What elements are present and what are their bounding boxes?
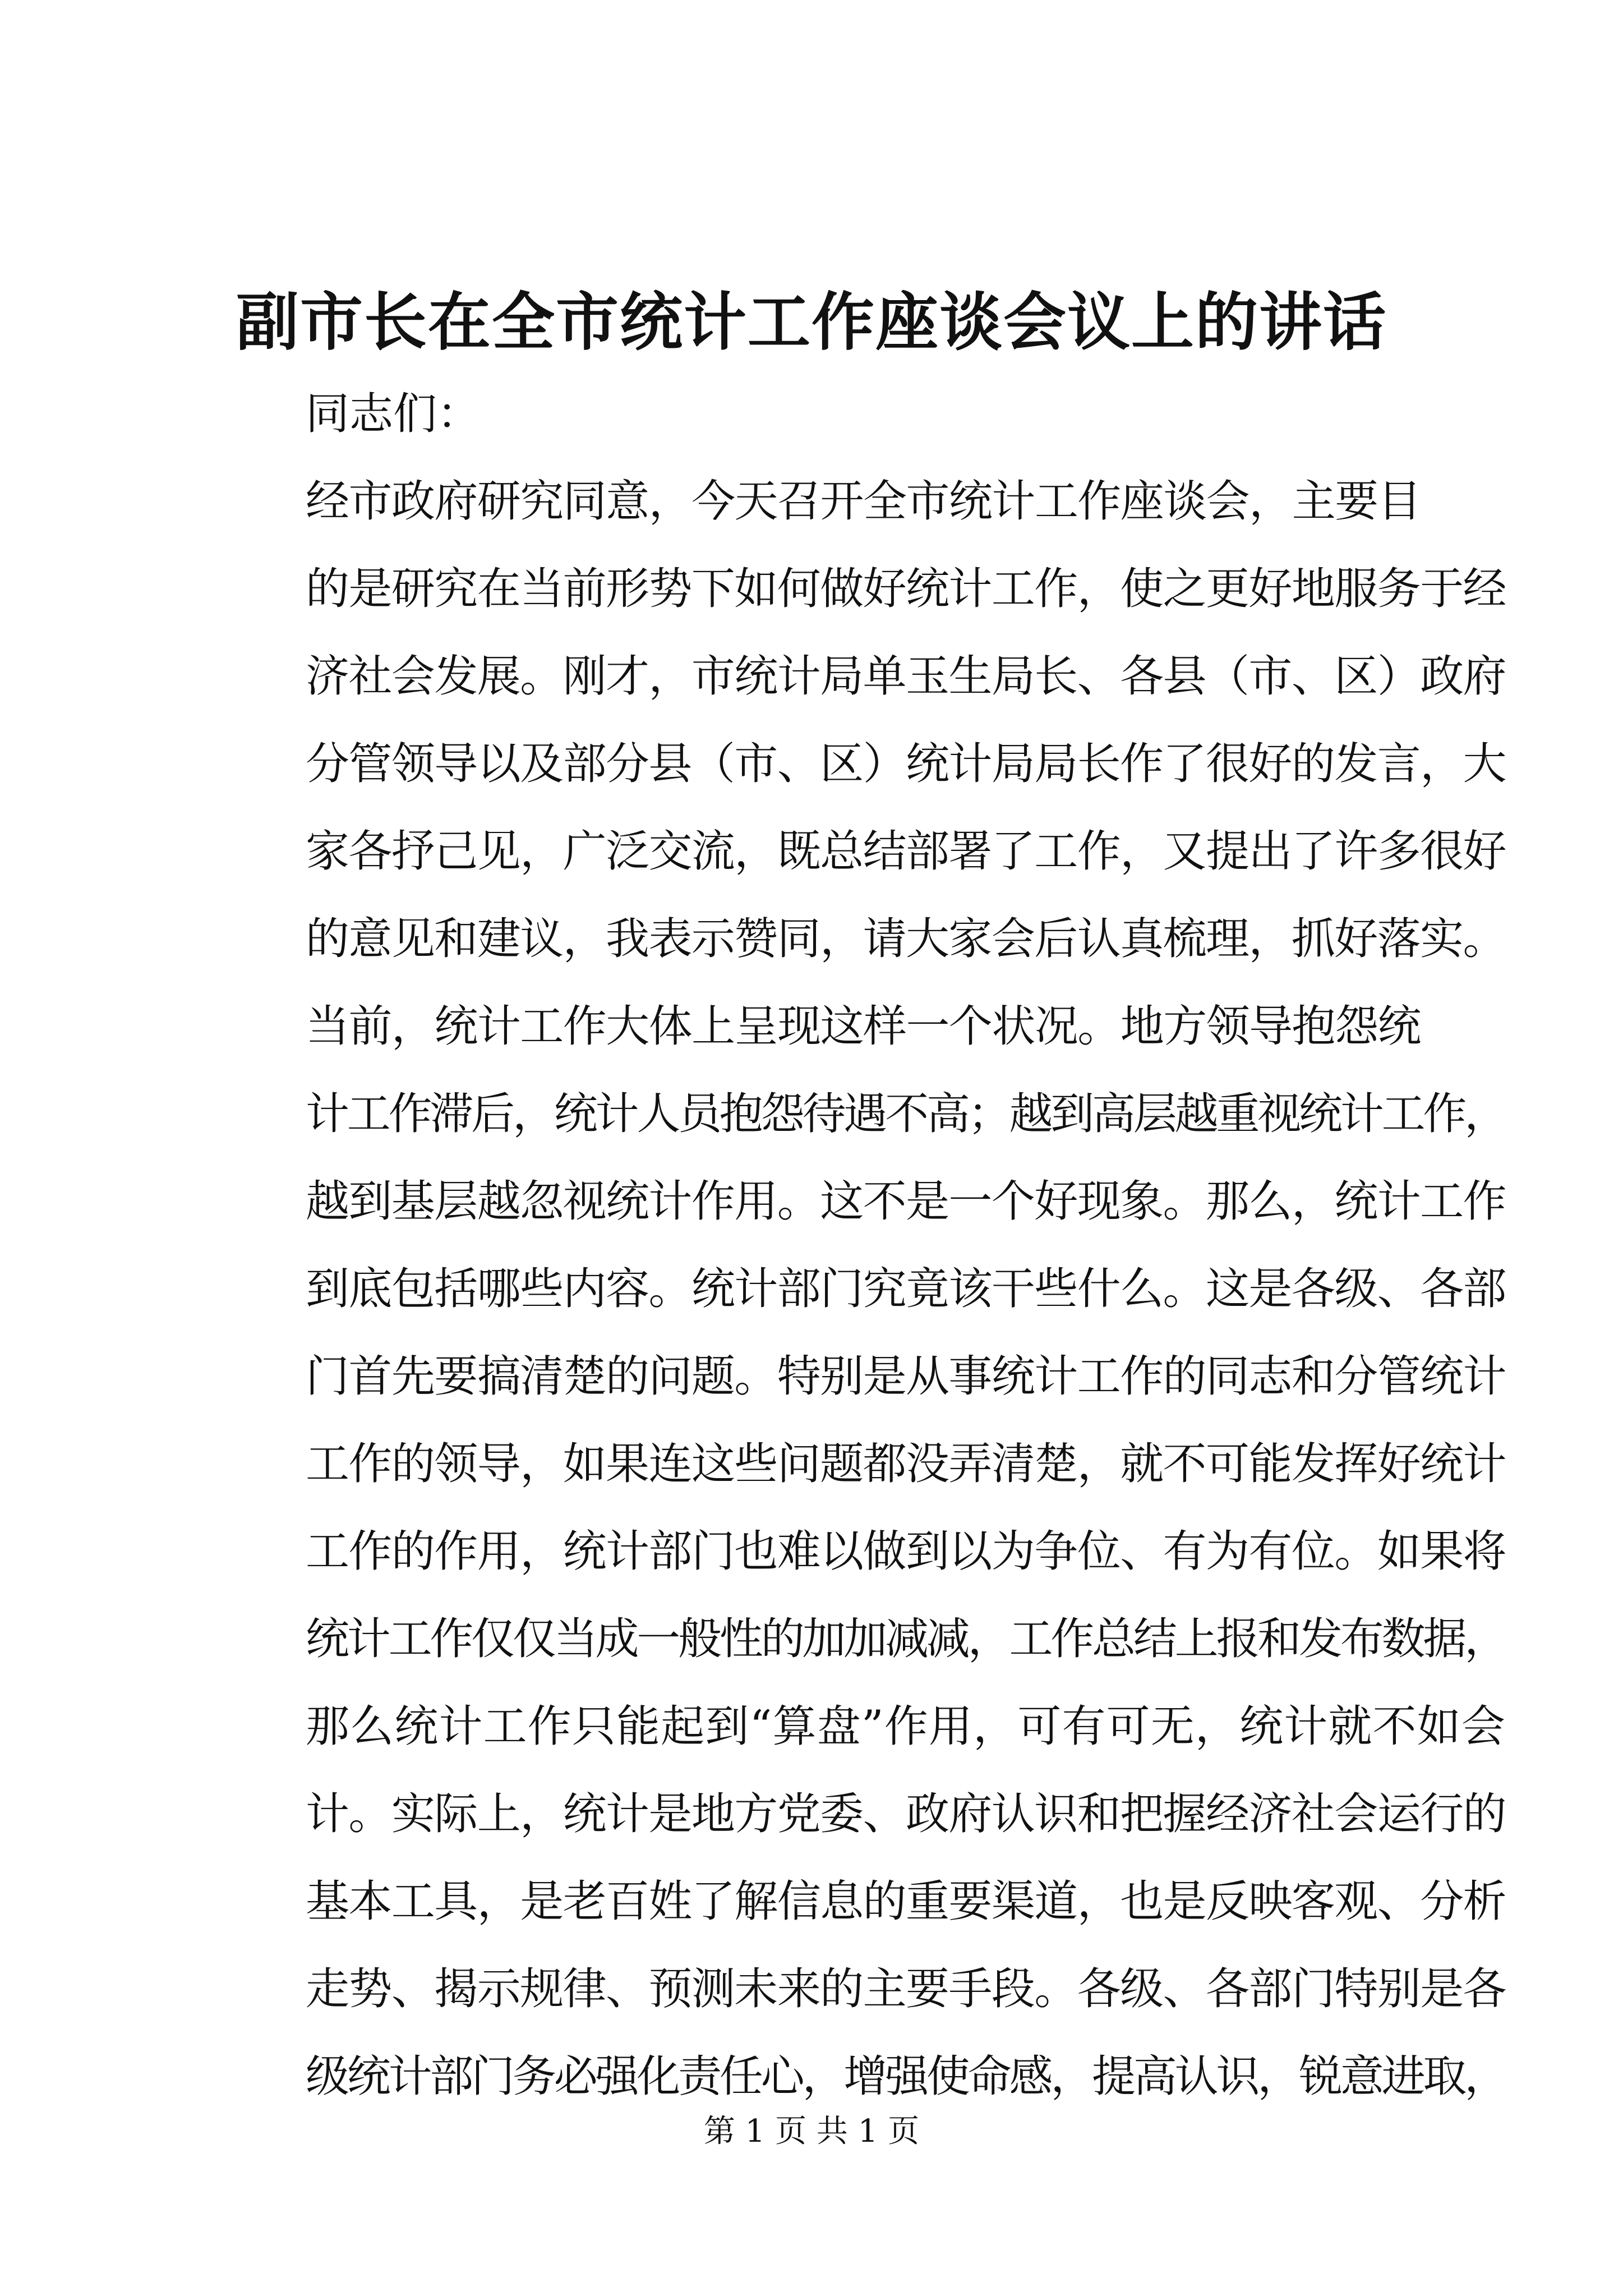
text-line: 到底包括哪些内容。统计部门究竟该干些什么。这是各级、各部	[306, 1264, 1506, 1314]
text-line: 统计工作仅仅当成一般性的加加减减，工作总结上报和发布数据，	[306, 1614, 1506, 1664]
paragraph-2	[220, 983, 1506, 2120]
text-line: 越到基层越忽视统计作用。这不是一个好现象。那么，统计工作	[306, 1176, 1506, 1227]
paragraph-1	[220, 458, 1506, 983]
text-line: 当前，统计工作大体上呈现这样一个状况。地方领导抱怨统	[306, 1001, 1421, 1052]
text-line: 济社会发展。刚才，市统计局单玉生局长、各县（市、区）政府	[306, 651, 1506, 702]
text-line: 家各抒己见，广泛交流，既总结部署了工作，又提出了许多很好	[306, 826, 1506, 877]
paragraph-text	[220, 458, 1506, 983]
text-line: 工作的作用，统计部门也难以做到以为争位、有为有位。如果将	[306, 1526, 1506, 1577]
text-line: 分管领导以及部分县（市、区）统计局局长作了很好的发言，大	[306, 739, 1506, 789]
text-line: 的是研究在当前形势下如何做好统计工作，使之更好地服务于经	[306, 564, 1506, 614]
paragraph-text	[220, 983, 1506, 2120]
greeting: 同志们：	[306, 389, 481, 439]
text-line: 经市政府研究同意，今天召开全市统计工作座谈会，主要目	[306, 476, 1421, 527]
text-line: 工作的领导，如果连这些问题都没弄清楚，就不可能发挥好统计	[306, 1439, 1506, 1489]
document-title: 副市长在全市统计工作座谈会议上的讲话	[236, 286, 1387, 359]
text-line: 级统计部门务必强化责任心，增强使命感，提高认识，锐意进取，	[306, 2051, 1506, 2102]
text-line: 基本工具，是老百姓了解信息的重要渠道，也是反映客观、分析	[306, 1876, 1506, 1927]
text-line: 的意见和建议，我表示赞同，请大家会后认真梳理，抓好落实。	[306, 914, 1506, 964]
text-line: 门首先要搞清楚的问题。特别是从事统计工作的同志和分管统计	[306, 1351, 1506, 1402]
text-line: 那么统计工作只能起到“算盘”作用，可有可无，统计就不如会	[306, 1701, 1506, 1752]
text-line: 计。实际上，统计是地方党委、政府认识和把握经济社会运行的	[306, 1789, 1506, 1839]
page-footer: 第 1 页 共 1 页	[703, 2113, 920, 2150]
text-line: 计工作滞后，统计人员抱怨待遇不高；越到高层越重视统计工作，	[306, 1089, 1506, 1139]
text-line: 走势、揭示规律、预测未来的主要手段。各级、各部门特别是各	[306, 1964, 1506, 2014]
